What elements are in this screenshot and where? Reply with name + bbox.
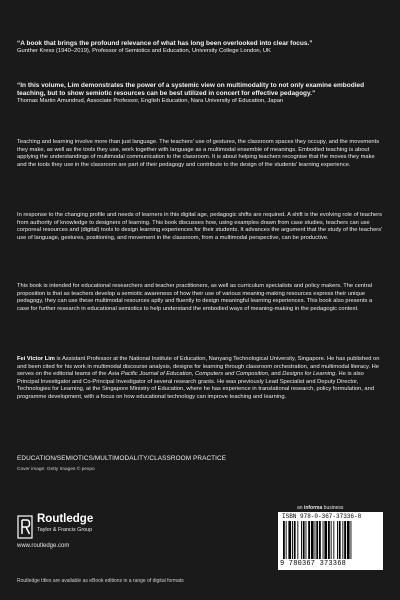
description-paragraph-2: In response to the changing profile and needs of learners in this digital age, pedagogic shifts are required. A shift is the evolving role of teachers from authority of knowledge to designers of learning. This book discusses how, using examples drawn from case studies, teachers can use corporeal resources and (digital) tools to design learning experiences for their students. It advances the argument that the study of the teachers' use of language, gestures, positioning, and movement in the classroom, from a multimodal perspective, can be productive. (17, 212, 383, 241)
informa-suffix: business (322, 505, 344, 511)
journal-designs-for-learning: Designs for Learning (282, 371, 336, 378)
journal-list: Asia Pacific Journal of Education, Computers and Composition (108, 371, 268, 378)
publisher-name: Routledge (37, 513, 94, 525)
publisher-url[interactable]: www.routledge.com (17, 543, 70, 549)
publisher-group: Taylor & Francis Group (37, 527, 93, 533)
quote-1-text: “A book that brings the profound relevance of what has long been overlooked into clear focus.” (17, 40, 313, 47)
author-bio-text-b: . He is also Principal Investigator and Co-Principal Investigator of several research grants. He was previously Lead Specialist and Deputy Director, Technologies for Learning, at the Singapore Ministry of Education, where he has experience in translational research, policy formulation, and programme development, with a focus on how educational technology can improve teaching and learning. (17, 371, 375, 400)
informa-business-tag (297, 505, 343, 511)
informa-brand: informa (303, 505, 323, 511)
author-bio-text-a: is Assistant Professor at the National Institute of Education, Nanyang Technological University, Singapore. He has published on and been cited for his work in multimodal discourse analysis, designs for learning through classroom orchestration, and multimodal literacy. He serves on the editorial teams of the (17, 356, 380, 378)
barcode-icon (282, 521, 379, 559)
publisher-block (17, 513, 147, 553)
barcode-digits: 9 780367 373368 (280, 560, 347, 568)
quote-2 (17, 82, 383, 105)
author-name: Fei Victor Lim (17, 356, 55, 362)
quote-1 (17, 40, 383, 55)
cover-image-credit: Cover image: Getty Images © pexpo (17, 467, 95, 472)
author-bio-and: , and (267, 371, 283, 378)
isbn-barcode (278, 512, 383, 570)
informa-prefix: an (297, 505, 304, 511)
quote-2-attribution: Thomas Martin Amundrud, Associate Professor, English Education, Nara University of Education, Japan (17, 97, 284, 104)
quote-1-attribution: Gunther Kress (1940–2019), Professor of Semiotics and Education, University College London, UK (17, 47, 271, 54)
routledge-logo-icon (17, 515, 33, 539)
quote-2-text: “In this volume, Lim demonstrates the power of a systemic view on multimodality to not only examine embodied teaching, but to show semiotic resources can be best utilized in concert for effective pedagogy.” (17, 82, 365, 97)
description-paragraph-1: Teaching and learning involve more than just language. The teachers' use of gestures, the classroom spaces they occupy, and the movements they make, as well as the tools they use, work together with language as a multimodal ensemble of meanings. Embodied teaching is about applying the understandings of multimodal communication to the classroom. It is about helping teachers recognise that the moves they make and the tools they use in the classroom are part of their pedagogy and contribute to the design of the students' learning experience. (17, 139, 380, 168)
description-paragraph-3: This book is intended for educational researchers and teacher practitioners, as well as curriculum specialists and policy makers. The central proposition is that as teachers develop a semiotic awareness of how their use of various meaning-making resources express their unique pedagogy, they can use these multimodal resources aptly and fluently to design meaningful learning experiences. This book also presents a case for further research in educational semiotics to help understand the embodied ways of meaning-making in the pedagogic context. (17, 283, 373, 312)
ebook-availability-note: Routledge titles are available as eBook editions in a range of digital formats (17, 578, 184, 584)
isbn-number: ISBN 978-0-367-37336-8 (282, 513, 362, 520)
subject-categories: EDUCATION/SEMIOTICS/MULTIMODALITY/CLASSROOM PRACTICE (17, 455, 227, 462)
author-bio (17, 356, 383, 402)
